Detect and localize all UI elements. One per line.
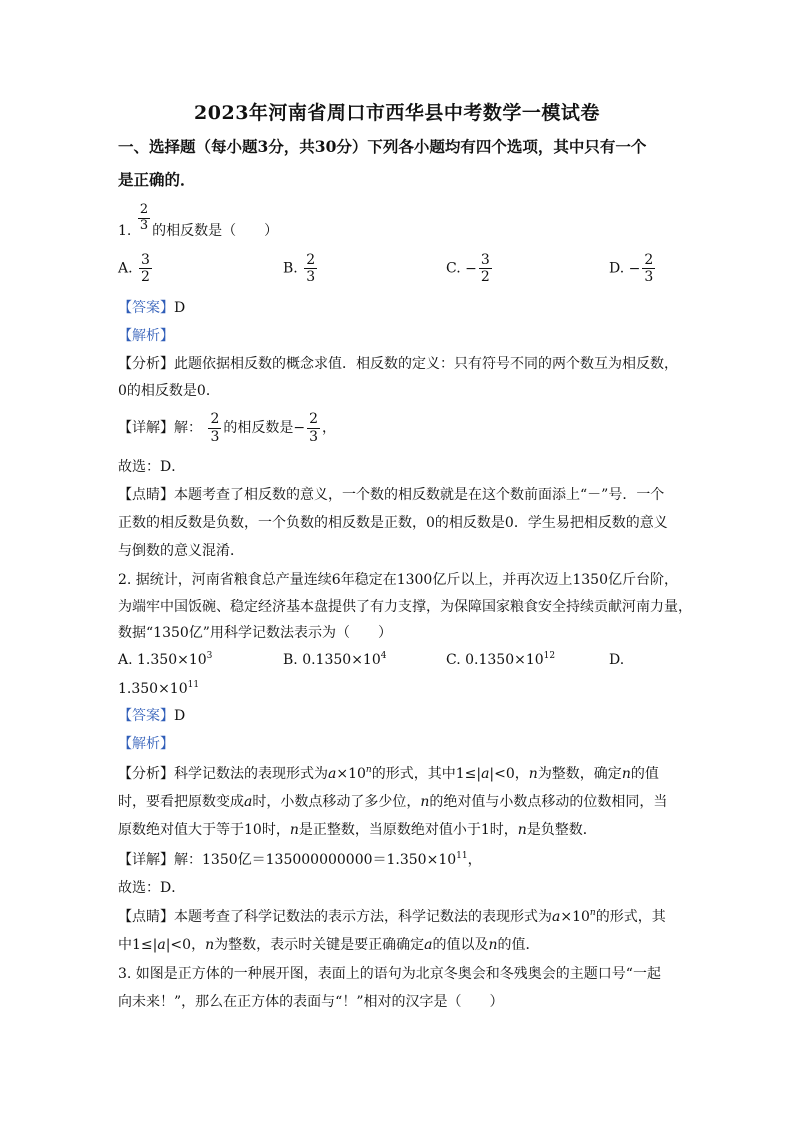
q3-stem-line1: 3. 如图是正方体的一种展开图，表面上的语句为北京冬奥会和冬残奥会的主题口号“一起 bbox=[118, 966, 661, 982]
q2-stem-line1: 2. 据统计，河南省粮食总产量连续6年稳定在1300亿斤以上，并再次迈上1350亿斤台阶， bbox=[118, 572, 678, 588]
q1-option-a[interactable]: A. $\frac{3}{2}$ bbox=[118, 252, 150, 286]
q2-option-d-label[interactable]: D. bbox=[609, 652, 625, 668]
question-1-stem bbox=[118, 203, 278, 248]
q2-fenxi-line1: 【分析】科学记数法的表现形式为$a\times 10^n$的形式，其中1≤|a|<0，n为整数，确定n的值 bbox=[118, 765, 659, 782]
answer-tag: 【答案】 bbox=[118, 300, 174, 316]
section-heading-line2: 是正确的． bbox=[118, 170, 196, 189]
q1-dianjing-line1: 【点睛】本题考查了相反数的意义，一个数的相反数就是在这个数前面添上“－”号．一个 bbox=[118, 487, 665, 503]
q1-answer bbox=[118, 298, 185, 318]
dianjing-tag: 【点睛】 bbox=[118, 487, 174, 503]
q1-choose: 故选：D． bbox=[118, 459, 186, 475]
question-number: 1. bbox=[118, 222, 132, 239]
answer-value: D bbox=[174, 708, 186, 724]
section-heading-line1: 一、选择题（每小题3分，共30分）下列各小题均有四个选项，其中只有一个 bbox=[118, 137, 647, 156]
page-title: 2023年河南省周口市西华县中考数学一模试卷 bbox=[194, 102, 600, 124]
q1-fenxi-line1: 【分析】此题依据相反数的概念求值．相反数的定义：只有符号不同的两个数互为相反数， bbox=[118, 356, 678, 372]
q2-option-d-value[interactable]: $1.350\times 10^{11}$ bbox=[118, 680, 200, 697]
q2-analysis-tag: 【解析】 bbox=[118, 736, 174, 752]
q1-dianjing-line2: 正数的相反数是负数，一个负数的相反数是正数，0的相反数是0．学生易把相反数的意义 bbox=[118, 515, 668, 531]
q2-option-c[interactable]: C. $0.1350\times 10^{12}$ bbox=[446, 651, 556, 668]
q2-fenxi-line2: 时，要看把原数变成a时，小数点移动了多少位，n的绝对值与小数点移动的位数相同，当 bbox=[118, 794, 668, 810]
q1-option-b[interactable]: B. $\frac{2}{3}$ bbox=[283, 252, 316, 286]
q2-dianjing-line1: 【点睛】本题考查了科学记数法的表示方法，科学记数法的表现形式为$a\times 10^n$的形式，其 bbox=[118, 908, 666, 925]
fraction: $\frac{3}{2}$ bbox=[480, 252, 490, 286]
fraction: $\frac{2}{3}$ bbox=[309, 411, 319, 445]
detail-tag: 【详解】 bbox=[118, 420, 174, 436]
q2-fenxi-line3: 原数绝对值大于等于10时，n是正整数，当原数绝对值小于1时，n是负整数． bbox=[118, 822, 597, 838]
q3-stem-line2: 向未来！”，那么在正方体的表面与“！”相对的汉字是（ ） bbox=[118, 994, 504, 1010]
q2-stem-line3: 数据“1350亿”用科学记数法表示为（ ） bbox=[118, 625, 392, 641]
q1-option-c[interactable]: C. − $\frac{3}{2}$ bbox=[446, 252, 490, 286]
fraction: $\frac{3}{2}$ bbox=[141, 252, 150, 286]
fraction: $\frac{2}{3}$ bbox=[306, 252, 316, 286]
q2-answer bbox=[118, 706, 185, 726]
question-text: 的相反数是（ ） bbox=[152, 222, 279, 239]
detail-tag: 【详解】 bbox=[118, 852, 174, 868]
answer-value: D bbox=[174, 300, 186, 316]
dianjing-tag: 【点睛】 bbox=[118, 909, 174, 925]
q1-fenxi-line2: 0的相反数是0． bbox=[118, 383, 220, 399]
q2-stem-line2: 为端牢中国饭碗、稳定经济基本盘提供了有力支撑，为保障国家粮食安全持续贡献河南力量， bbox=[118, 599, 692, 615]
q2-option-b[interactable]: B. $0.1350\times 10^4$ bbox=[283, 651, 387, 668]
q1-option-d[interactable]: D. − $\frac{2}{3}$ bbox=[609, 252, 654, 286]
fraction: $\frac{2}{3}$ bbox=[210, 411, 220, 445]
fraction: $\frac{2}{3}$ bbox=[644, 252, 654, 286]
q2-option-a[interactable]: A. $1.350\times 10^3$ bbox=[118, 651, 213, 668]
q2-choose: 故选：D． bbox=[118, 880, 186, 896]
q2-detail: 【详解】解：1350亿$=135000000000=1.350\times 10^{11}$， bbox=[118, 851, 482, 868]
fenxi-tag: 【分析】 bbox=[118, 356, 174, 372]
q1-detail: 【详解】解： $\frac{2}{3}$ 的相反数是− $\frac{2}{3}$ ， bbox=[118, 411, 337, 445]
q1-dianjing-line3: 与倒数的意义混淆． bbox=[118, 543, 244, 559]
fraction: $\frac{2}{3}$ bbox=[139, 202, 149, 233]
answer-tag: 【答案】 bbox=[118, 708, 174, 724]
q2-dianjing-line2: 中1≤|a|<0，n为整数，表示时关键是要正确确定a的值以及n的值． bbox=[118, 937, 540, 953]
q1-analysis-tag: 【解析】 bbox=[118, 328, 174, 344]
